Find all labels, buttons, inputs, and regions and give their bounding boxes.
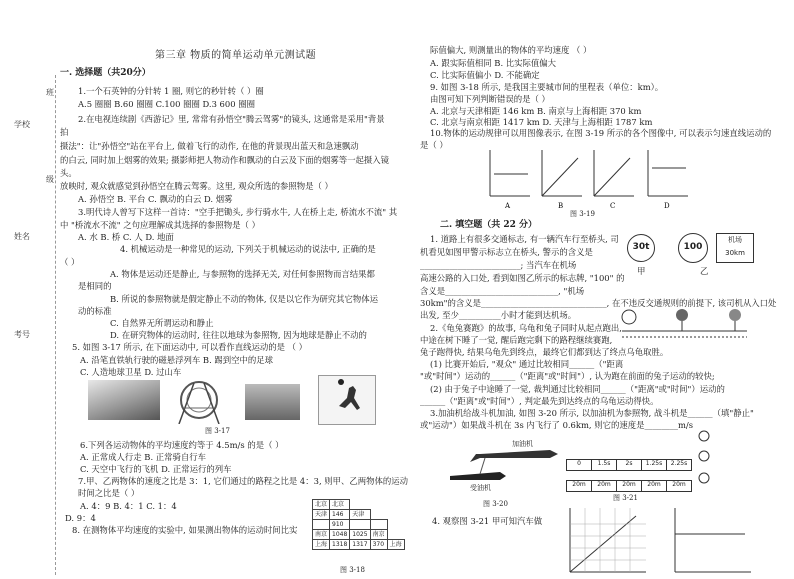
q-line: 头。 bbox=[60, 168, 77, 178]
q-line: 3.明代诗人曾写下这样一首诗："空手把锄头, 步行骑水牛, 人在桥上走, 桥流水不流" 其 bbox=[78, 207, 398, 217]
q-line: 放映时, 观众就感觉到孙悟空在腾云驾雾。这里, 观众所选的参照物是（ ） bbox=[60, 181, 333, 191]
margin-class: 班 bbox=[46, 88, 54, 97]
margin-exam-no: 考号 bbox=[14, 330, 30, 339]
margin-grade: 级 bbox=[46, 175, 54, 184]
table-cell: 天津 bbox=[350, 510, 370, 520]
fighter-label: 受油机 bbox=[470, 484, 491, 492]
r-line: 9. 如图 3-18 所示, 是我国主要城市间的里程表（单位：km）。 bbox=[430, 82, 664, 92]
q-line: （ ） bbox=[60, 257, 80, 267]
r-line: 10.物体的运动规律可以用图像表示, 在图 3-19 所示的各个图像中, 可以表示匀速直线运动的 bbox=[430, 128, 772, 138]
distance-time-graph bbox=[560, 504, 650, 576]
r-line: 出发, 至少__________小时才能到达机场。 bbox=[420, 310, 577, 320]
margin-name: 姓名 bbox=[14, 232, 30, 241]
table-cell: 天津 bbox=[313, 510, 330, 520]
r-line: A. 跟实际值相同 B. 比实际值偏大 bbox=[430, 58, 557, 68]
q-line: C. 天空中飞行的飞机 D. 正常运行的列车 bbox=[80, 464, 232, 474]
fig19-caption: 图 3-19 bbox=[570, 210, 595, 218]
section2-heading: 二. 填空题（共 22 分） bbox=[440, 220, 538, 230]
table-cell: 南京 bbox=[370, 530, 387, 540]
r-line: 4. 观察图 3-21 甲可知汽车做 bbox=[432, 516, 543, 526]
graph-label-b: B bbox=[558, 202, 564, 210]
speed-limit-sign: 100 bbox=[678, 233, 708, 263]
r-line: 或"运动"）如果战斗机在 3s 内飞行了 0.6km, 则它的速度是________m/s bbox=[420, 420, 694, 430]
refuel-label: 加油机 bbox=[512, 440, 533, 448]
table-cell: 370 bbox=[370, 540, 387, 550]
fig21-caption: 图 3-21 bbox=[613, 494, 638, 502]
q-line: A. 孙悟空 B. 平台 C. 飘动的白云 D. 烟雾 bbox=[78, 194, 233, 204]
r-line: ______（"距离"或"时间"）, 判定最先到达终点的乌龟运动得快。 bbox=[420, 396, 659, 406]
table-cell: 北京 bbox=[313, 500, 330, 510]
q-line: 4. 机械运动是一种常见的运动, 下列关于机械运动的说法中, 正确的是 bbox=[120, 244, 376, 254]
table-cell: 南京 bbox=[313, 530, 330, 540]
r-line: 含义是___________________________, "机场 bbox=[420, 286, 585, 296]
r-line: 30km"的含义是______________________________, 在不违反交通规则的前提下, 该司机从入口处 bbox=[420, 298, 777, 308]
r-line: 是（ ） bbox=[420, 140, 448, 150]
r-line: (2) 由于兔子中途睡了一觉, 裁判通过比较相同______（"距离"或"时间"）运动的 bbox=[430, 384, 725, 394]
q-line: 7.甲、乙两物体的速度之比是 3：1, 它们通过的路程之比是 4：3, 则甲、乙两物体的运动 bbox=[78, 476, 409, 486]
graphs-3-19 bbox=[480, 146, 720, 212]
race-track-diagram bbox=[617, 301, 752, 341]
timing-tape-top: 0 1.5s 2s 1.25s 2.25s bbox=[566, 459, 692, 471]
r-line: 中途在树下睡了一觉, 醒后跑完剩下的路程继续赛跑, bbox=[420, 335, 613, 345]
r-line: A. 北京与天津相距 146 km B. 南京与上海相距 370 km bbox=[430, 106, 642, 116]
timing-tape-bottom: 20m 20m 20m 20m 20m bbox=[566, 480, 692, 492]
r-line: (1) 比赛开始后, "观众" 通过比较相同______（"距离 bbox=[430, 359, 624, 369]
football-kick-image bbox=[318, 375, 376, 425]
airport-distance-sign: 机场 30km bbox=[716, 233, 754, 263]
r-line: 际值偏大, 则测量出的物体的平均速度 （ ） bbox=[430, 45, 592, 55]
maglev-train-image bbox=[88, 380, 160, 420]
q-line: 摄法"：让"孙悟空"站在平台上, 做着飞行的动作, 在他的背景现出蓝天和急速飘动 bbox=[60, 141, 359, 151]
mileage-table bbox=[312, 499, 405, 550]
q-line: D. 在研究物体的运动时, 往往以地球为参照物, 因为地球是静止不动的 bbox=[110, 330, 367, 340]
satellite-image bbox=[245, 384, 300, 420]
table-cell: 1317 bbox=[350, 540, 370, 550]
q-line: 的白云, 同时加上烟雾的效果; 摄影师把人物动作和飘动的白云及下面的烟雾等一起摄入镜 bbox=[60, 155, 390, 165]
weight-limit-sign: 30t bbox=[627, 234, 655, 262]
r-line: 机看见如图甲警示标志立在桥头, 警示的含义是 bbox=[420, 247, 593, 257]
q-line: A. 水 B. 桥 C. 人 D. 地面 bbox=[78, 232, 174, 242]
r-line: "或"时间"）运动的______（"距离"或"时间"）, 认为跑在前面的兔子运动的较快; bbox=[420, 371, 715, 381]
margin-school: 学校 bbox=[14, 120, 30, 129]
fig20-caption: 图 3-20 bbox=[483, 500, 508, 508]
q-line: C. 自然界无所谓运动和静止 bbox=[110, 318, 214, 328]
r-line: 兔子跑得快, 结果乌龟先到终点，最终它们都到达了终点乌龟取胜。 bbox=[420, 347, 669, 357]
q-line: B. 所说的参照物就是假定静止不动的物体, 仅是以它作为研究其它物体运 bbox=[110, 294, 379, 304]
q-line: 动的标准 bbox=[78, 306, 112, 316]
q-line: D. 9：4 bbox=[65, 513, 96, 523]
q-line: 5. 如图 3-17 所示, 在下面运动中, 可以看作直线运动的是 （ ） bbox=[72, 342, 308, 352]
table-cell: 北京 bbox=[330, 500, 350, 510]
r-line: 2.《龟兔赛跑》的故事, 乌龟和兔子同时从起点跑出, bbox=[430, 323, 622, 333]
table-cell: 上海 bbox=[387, 540, 404, 550]
graph-label-d: D bbox=[664, 202, 670, 210]
speed-time-graph bbox=[665, 504, 755, 576]
table-cell: 1318 bbox=[330, 540, 350, 550]
r-line: 3.加油机给战斗机加油, 如图 3-20 所示, 以加油机为参照物, 战斗机是______（填"静止" bbox=[430, 408, 754, 418]
q-line: 2.在电视连续剧《西游记》里, 常常有孙悟空"腾云驾雾"的镜头, 这通常是采用"背景 bbox=[78, 114, 385, 124]
table-cell: 1025 bbox=[350, 530, 370, 540]
label-jia: 甲 bbox=[637, 266, 646, 276]
fig17-caption: 图 3-17 bbox=[205, 427, 230, 435]
r-line: 由图可知下列判断错误的是（ ） bbox=[430, 94, 550, 104]
q-line: 8. 在测物体平均速度的实验中, 如果测出物体的运动时间比实 bbox=[72, 525, 298, 535]
q-line: A. 正常成人行走 B. 正常骑自行车 bbox=[80, 452, 207, 462]
r-line: C. 比实际值偏小 D. 不能确定 bbox=[430, 70, 540, 80]
table-cell: 1048 bbox=[330, 530, 350, 540]
fig18-caption: 图 3-18 bbox=[340, 566, 365, 574]
falling-apples-image bbox=[694, 430, 714, 496]
q-line: 时间之比是（ ） bbox=[78, 488, 140, 498]
q-line: 是相同的 bbox=[78, 281, 112, 291]
q-line: A. 物体是运动还是静止, 与参照物的选择无关, 对任何参照物而言结果都 bbox=[110, 269, 375, 279]
q-line: 6.下列各运动物体的平均速度约等于 4.5m/s 的是（ ） bbox=[80, 440, 284, 450]
roller-coaster-image bbox=[174, 378, 224, 424]
refueling-aircraft-image bbox=[440, 440, 560, 490]
q-line: A. 4：9 B. 4：1 C. 1：4 bbox=[80, 501, 177, 511]
r-line: ________________________; 当汽车在机场 bbox=[420, 260, 577, 270]
q-line: 中 "桥流水不流" 之句应理解成其选择的参照物是（ ） bbox=[60, 220, 260, 230]
table-cell: 上海 bbox=[313, 540, 330, 550]
graph-label-c: C bbox=[610, 202, 616, 210]
r-line: C. 北京与南京相距 1417 km D. 天津与上海相距 1787 km bbox=[430, 117, 653, 127]
q-line: A.5 圈圈 B.60 圈圈 C.100 圈圈 D.3 600 圈圈 bbox=[78, 99, 255, 109]
q-line: 拍 bbox=[60, 127, 69, 137]
table-cell: 910 bbox=[330, 520, 350, 530]
label-yi: 乙 bbox=[700, 266, 709, 276]
graph-label-a: A bbox=[505, 202, 511, 210]
r-line: 高速公路的入口处, 看到如图乙所示的标志牌, "100" 的 bbox=[420, 273, 625, 283]
q-line: A. 沿笔直铁轨行驶的磁悬浮列车 B. 踢到空中的足球 bbox=[80, 355, 274, 365]
q-line: C. 人造地球卫星 D. 过山车 bbox=[80, 367, 182, 377]
table-cell: 146 bbox=[330, 510, 350, 520]
r-line: 1. 道路上有很多交通标志, 有一辆汽车行至桥头, 司 bbox=[430, 234, 619, 244]
section1-heading: 一. 选择题（共20分） bbox=[60, 68, 151, 78]
page-title: 第三章 物质的简单运动单元测试题 bbox=[155, 50, 317, 61]
binding-line bbox=[55, 75, 56, 575]
q-line: 1.一个石英钟的分针转 1 圈, 则它的秒针转（ ）圈 bbox=[78, 86, 264, 96]
